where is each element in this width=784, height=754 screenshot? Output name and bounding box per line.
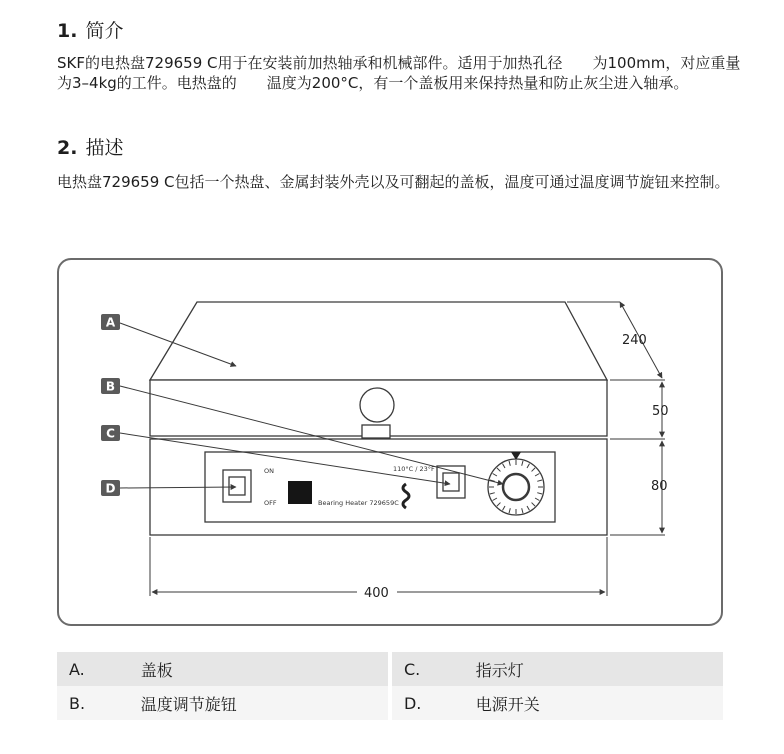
- depth-dimension-value: 240: [622, 333, 647, 348]
- body-height-dimension-value: 80: [651, 479, 668, 494]
- legend-value: 指示灯: [476, 652, 723, 686]
- section-1-number: 1.: [57, 20, 78, 42]
- off-label: OFF: [264, 499, 277, 507]
- callout-a-label: A: [105, 315, 116, 330]
- section-1-body: SKF的电热盘729659 C用于在安装前加热轴承和机械部件。适用于加热孔径 为100mm，对应重量为3–4kg的工件。电热盘的 温度为200°C，有一个盖板用来保持热量和防止灰尘进入轴承。: [57, 54, 741, 92]
- hinge-tab: [362, 425, 390, 438]
- temperature-knob: [503, 474, 529, 500]
- display-screen: [288, 481, 312, 504]
- cover-height-dimension-value: 50: [652, 404, 669, 419]
- legend-value: 温度调节旋钮: [141, 686, 388, 720]
- legend-table: [57, 652, 723, 720]
- callout-d-label: D: [105, 481, 116, 496]
- legend-key: C.: [392, 652, 476, 686]
- section-2-number: 2.: [57, 137, 78, 159]
- section-2-title: 描述: [85, 137, 124, 159]
- legend-key: A.: [57, 652, 141, 686]
- legend-row: [57, 652, 723, 686]
- section-2-body: 电热盘729659 C包括一个热盘、金属封装外壳以及可翻起的盖板，温度可通过温度调节旋钮来控制。: [57, 173, 730, 191]
- legend-row: [57, 686, 723, 720]
- indicator-light-lens: [443, 473, 459, 491]
- model-label: Bearing Heater 729659C: [318, 499, 399, 507]
- cover-handle-icon: [360, 388, 394, 422]
- section-1-title: 简介: [85, 20, 124, 42]
- on-label: ON: [264, 467, 274, 475]
- power-switch-rocker: [229, 477, 245, 495]
- legend-key: D.: [392, 686, 476, 720]
- legend-value: 电源开关: [476, 686, 723, 720]
- callout-c-label: C: [106, 426, 115, 441]
- callout-b-label: B: [105, 379, 116, 394]
- legend-value: 盖板: [141, 652, 388, 686]
- cover-top-face: [150, 302, 607, 380]
- temperature-label: 110°C / 23°F: [393, 465, 435, 473]
- width-dimension-value: 400: [364, 586, 389, 601]
- legend-key: B.: [57, 686, 141, 720]
